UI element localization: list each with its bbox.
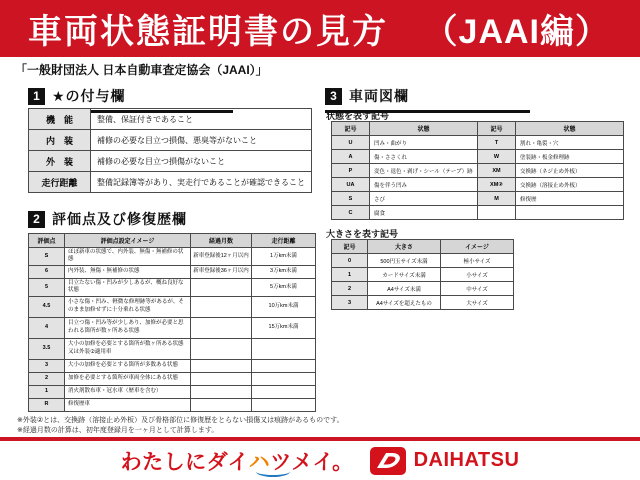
mileage-cell [252,385,316,398]
mileage-cell [252,372,316,385]
section-number-badge: 3 [325,88,342,105]
table-row [29,151,312,172]
score-cell: R [29,398,65,411]
evaluation-score-table [28,233,316,412]
state-cell: さび [370,192,478,206]
table-header-row [332,122,624,136]
months-cell [191,278,252,296]
symbol-cell: 2 [332,282,368,296]
score-image-cell: 小さな傷・凹み、軽微な修理跡等があるが、そのまま加修せずに十分乗れる状態 [65,296,191,317]
footnote-line: ※外装②とは、交換跡（溶接止め外板）及び骨格部位に修復歴をとらない損傷又は痕跡があるものです。 [17,417,344,424]
column-header: 走行距離 [252,234,316,248]
column-header: 評価点 [29,234,65,248]
symbol-cell: A [332,150,370,164]
mileage-cell [252,338,316,359]
star-criteria-table [28,108,312,193]
table-row [29,130,312,151]
symbol-cell: W [478,150,516,164]
symbol-cell: U [332,136,370,150]
state-cell-empty [516,206,624,220]
months-cell [191,296,252,317]
table-row [332,178,624,192]
table-row [29,317,316,338]
table-row [332,206,624,220]
table-row [332,136,624,150]
months-cell [191,372,252,385]
image-cell: 小サイズ [441,268,514,282]
column-header: イメージ [441,240,514,254]
section-title: ★の付与欄 [52,88,126,104]
table-row [332,296,514,310]
symbol-cell: 0 [332,254,368,268]
state-cell: 変色・退色・剥げ・シール（テープ）跡 [370,164,478,178]
daihatsu-logotype: DAIHATSU [413,449,520,471]
table-row [332,268,514,282]
state-cell: 腐食 [370,206,478,220]
state-cell: 傷・ささくれ [370,150,478,164]
section-score-header [28,209,258,236]
page-title-edition: （JAAI編） [423,13,610,51]
score-image-cell: 修復歴車 [65,398,191,411]
criteria-desc-cell: 整備記録簿等があり、実走行であることが確認できること [91,172,312,193]
months-cell [191,317,252,338]
score-cell: 2 [29,372,65,385]
column-header: 記号 [478,122,516,136]
table-header-row [29,234,316,248]
months-cell: 新車登録後36ヶ月以内 [191,265,252,278]
daihatsu-logo [370,447,520,475]
footnotes [17,416,344,436]
table-row [29,265,316,278]
months-cell: 新車登録後12ヶ月以内 [191,248,252,266]
mileage-cell: 15万km未満 [252,317,316,338]
symbol-cell: XM② [478,178,516,192]
score-image-cell: 目立たない傷・凹みが少しあるが、概ね良好な状態 [65,278,191,296]
score-image-cell: 大小の加修を必要とする箇所が多数ある状態 [65,359,191,372]
score-cell: 3 [29,359,65,372]
state-cell: 交換跡（溶接止め外板） [516,178,624,192]
criteria-label-cell: 機 能 [29,109,91,130]
table-row [332,164,624,178]
size-symbol-table [331,239,514,310]
column-header: 状態 [370,122,478,136]
state-cell: 塗装跡・板金修理跡 [516,150,624,164]
table-row [29,372,316,385]
page-title: 車両状態証明書の見方 [28,13,388,51]
column-header: 評価点設定イメージ [65,234,191,248]
mileage-cell: 10万km未満 [252,296,316,317]
section-title: 車両図欄 [349,88,409,104]
state-cell: 凹み・曲がり [370,136,478,150]
criteria-label-cell: 走行距離 [29,172,91,193]
table-row [29,338,316,359]
size-cell: カードサイズ未満 [368,268,441,282]
state-cell: 修復歴 [516,192,624,206]
size-cell: A4サイズを超えたもの [368,296,441,310]
mileage-cell [252,359,316,372]
footnote-line: ※経過月数の計算は、初年度登録月を一ヶ月として計算します。 [17,427,219,435]
footer-brand-area [0,441,640,480]
column-header: 大きさ [368,240,441,254]
column-header: 記号 [332,122,370,136]
symbol-cell: UA [332,178,370,192]
score-image-cell: 加修を必要とする箇所が車両全体にある状態 [65,372,191,385]
size-cell: 500円玉サイズ未満 [368,254,441,268]
column-header: 記号 [332,240,368,254]
table-row [332,282,514,296]
score-cell: 6 [29,265,65,278]
table-row [332,254,514,268]
table-row [29,359,316,372]
mileage-cell: 5万km未満 [252,278,316,296]
table-header-row [332,240,514,254]
mileage-cell [252,398,316,411]
state-cell: 割れ・亀裂・穴 [516,136,624,150]
symbol-cell: T [478,136,516,150]
daihatsu-mark-icon [370,447,406,475]
criteria-desc-cell: 補修の必要な目立つ損傷、悪臭等がないこと [91,130,312,151]
criteria-label-cell: 内 装 [29,130,91,151]
symbol-cell: 1 [332,268,368,282]
table-row [29,278,316,296]
section-number-badge: 1 [28,88,45,105]
symbol-cell: XM [478,164,516,178]
state-cell: 傷を伴う凹み [370,178,478,192]
page-header-band [0,0,640,57]
section-number-badge: 2 [28,211,45,228]
months-cell [191,359,252,372]
table-row [29,109,312,130]
score-image-cell: 目立つ傷・凹み等が少しあり、加修が必要と思われる箇所が数ヶ所ある状態 [65,317,191,338]
score-image-cell: 大小の加修を必要とする箇所が数ヶ所ある状態又は外装②適用車 [65,338,191,359]
organization-subtitle: 「一般財団法人 日本自動車査定協会（JAAI）」 [15,63,268,77]
table-row [332,192,624,206]
symbol-cell-empty [478,206,516,220]
state-symbol-table [331,121,624,220]
section-title: 評価点及び修復歴欄 [52,211,187,227]
daihatsu-slogan-logo: わたしにダイハツメイ。 [121,446,354,476]
score-image-cell: 内外装、無傷・無補修の状態 [65,265,191,278]
symbol-cell: S [332,192,370,206]
symbol-cell: 3 [332,296,368,310]
criteria-desc-cell: 整備、保証付きであること [91,109,312,130]
column-header: 状態 [516,122,624,136]
image-cell: 中サイズ [441,282,514,296]
symbol-cell: M [478,192,516,206]
state-cell: 交換跡（ネジ止め外板） [516,164,624,178]
size-cell: A4サイズ未満 [368,282,441,296]
column-header: 経過月数 [191,234,252,248]
criteria-desc-cell: 補修の必要な目立つ損傷がないこと [91,151,312,172]
symbol-cell: C [332,206,370,220]
image-cell: 極小サイズ [441,254,514,268]
symbol-cell: P [332,164,370,178]
state-table-caption: 状態を表す記号 [326,111,390,121]
table-row [29,385,316,398]
score-image-cell: 消火剤散布車・冠水車（歴車を含む） [65,385,191,398]
months-cell [191,338,252,359]
score-cell: 1 [29,385,65,398]
mileage-cell: 3万km未満 [252,265,316,278]
image-cell: 大サイズ [441,296,514,310]
mileage-cell: 1万km未満 [252,248,316,266]
table-row [29,398,316,411]
score-cell: 5 [29,278,65,296]
score-cell: 3.5 [29,338,65,359]
months-cell [191,398,252,411]
table-row [29,172,312,193]
months-cell [191,385,252,398]
score-cell: 4 [29,317,65,338]
score-image-cell: ほぼ新車の状態で、内外装、無傷・無補修の状態 [65,248,191,266]
table-row [29,248,316,266]
table-row [29,296,316,317]
score-cell: 4.5 [29,296,65,317]
criteria-label-cell: 外 装 [29,151,91,172]
table-row [332,150,624,164]
size-table-caption: 大きさを表す記号 [326,229,399,239]
score-cell: S [29,248,65,266]
